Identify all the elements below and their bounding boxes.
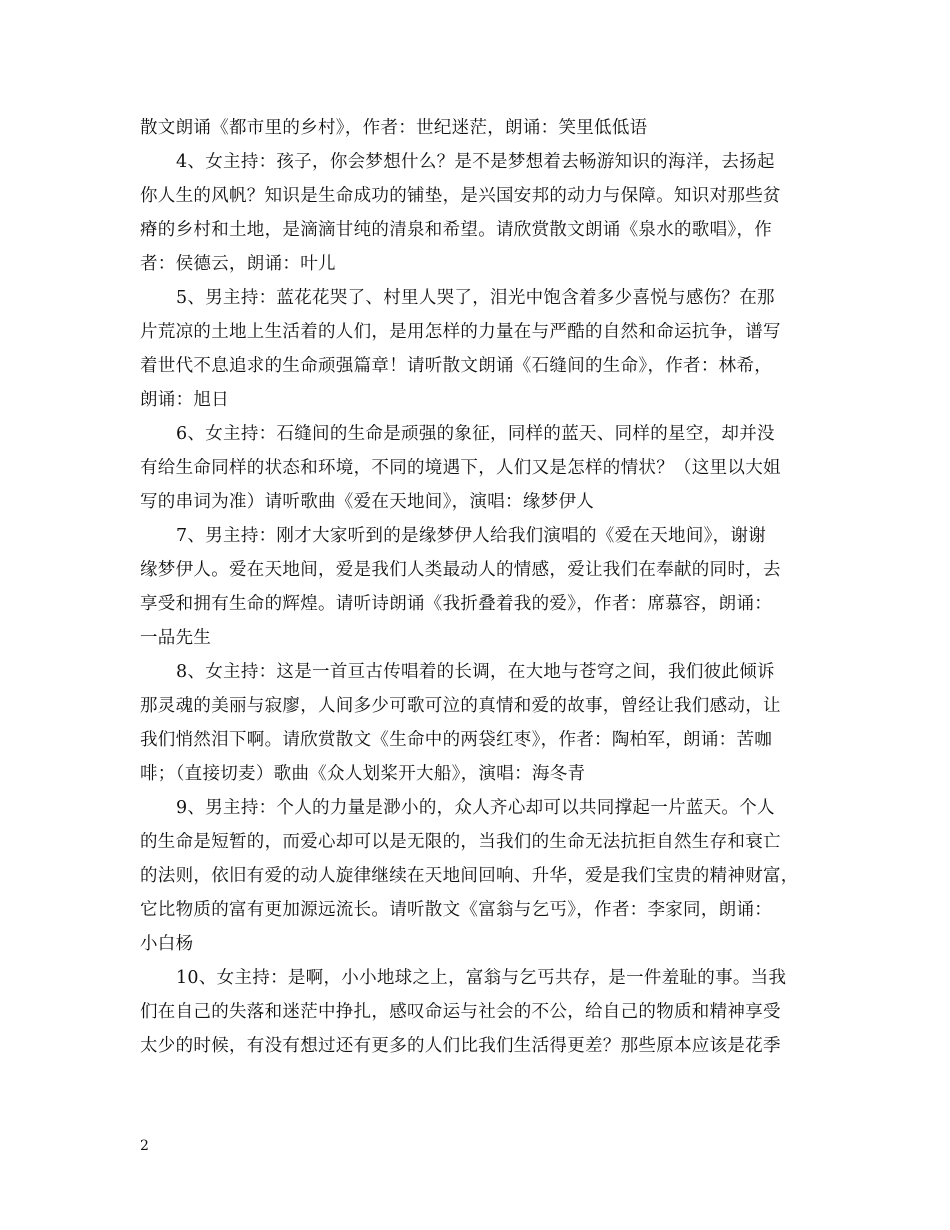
text-line: 者：侯德云，朗诵：叶儿 xyxy=(140,254,336,274)
text-line: 写的串词为准）请听歌曲《爱在天地间》，演唱：缘梦伊人 xyxy=(140,492,595,512)
text-line: 瘠的乡村和土地，是滴滴甘纯的清泉和希望。请欣赏散文朗诵《泉水的歌唱》，作 xyxy=(140,220,773,240)
text-line: 缘梦伊人。爱在天地间，爱是我们人类最动人的情感，爱让我们在奉献的同时，去 xyxy=(140,560,781,580)
text-line: 散文朗诵《都市里的乡村》，作者：世纪迷茫，朗诵：笑里低低语 xyxy=(140,118,648,138)
text-line: 们在自己的失落和迷茫中挣扎，感叹命运与社会的不公，给自己的物质和精神享受 xyxy=(140,1002,781,1022)
page-number: 2 xyxy=(140,1138,149,1154)
text-line: 太少的时候，有没有想过还有更多的人们比我们生活得更差？那些原本应该是花季 xyxy=(140,1036,781,1056)
text-line: 的法则，依旧有爱的动人旋律继续在天地间回响、升华，爱是我们宝贵的精神财富， xyxy=(140,866,799,886)
text-line: 片荒凉的土地上生活着的人们，是用怎样的力量在与严酷的自然和命运抗争，谱写 xyxy=(140,322,781,342)
text-line: 5、男主持：蓝花花哭了、村里人哭了，泪光中饱含着多少喜悦与感伤？在那 xyxy=(176,288,775,308)
text-line: 6、女主持：石缝间的生命是顽强的象征，同样的蓝天、同样的星空，却并没 xyxy=(176,424,775,444)
text-line: 9、男主持：个人的力量是渺小的，众人齐心却可以共同撑起一片蓝天。个人 xyxy=(176,798,775,818)
text-line: 有给生命同样的状态和环境，不同的境遇下，人们又是怎样的情状？（这里以大姐 xyxy=(140,458,781,478)
text-line: 一品先生 xyxy=(140,628,212,648)
text-line: 小白杨 xyxy=(140,934,194,954)
text-line: 你人生的风帆？知识是生命成功的铺垫，是兴国安邦的动力与保障。知识对那些贫 xyxy=(140,186,781,206)
text-line: 那灵魂的美丽与寂廖，人间多少可歌可泣的真情和爱的故事，曾经让我们感动，让 xyxy=(140,696,781,716)
text-line: 8、女主持：这是一首亘古传唱着的长调，在大地与苍穹之间，我们彼此倾诉 xyxy=(176,662,775,682)
text-line: 7、男主持：刚才大家听到的是缘梦伊人给我们演唱的《爱在天地间》，谢谢 xyxy=(176,526,767,546)
text-line: 10、女主持：是啊，小小地球之上，富翁与乞丐共存，是一件羞耻的事。当我 xyxy=(176,968,787,988)
text-line: 着世代不息追求的生命顽强篇章！请听散文朗诵《石缝间的生命》，作者：林希， xyxy=(140,356,773,376)
text-line: 啡；（直接切麦）歌曲《众人划桨开大船》，演唱：海冬青 xyxy=(140,764,586,784)
text-line: 4、女主持：孩子，你会梦想什么？是不是梦想着去畅游知识的海洋，去扬起 xyxy=(176,152,775,172)
text-line: 享受和拥有生命的辉煌。请听诗朗诵《我折叠着我的爱》，作者：席慕容，朗诵： xyxy=(140,594,773,614)
text-line: 朗诵：旭日 xyxy=(140,390,229,410)
text-line: 它比物质的富有更加源远流长。请听散文《富翁与乞丐》，作者：李家同，朗诵： xyxy=(140,900,773,920)
text-line: 的生命是短暂的，而爱心却可以是无限的，当我们的生命无法抗拒自然生存和衰亡 xyxy=(140,832,781,852)
text-line: 我们悄然泪下啊。请欣赏散文《生命中的两袋红枣》，作者：陶柏军，朗诵：苦咖 xyxy=(140,730,773,750)
